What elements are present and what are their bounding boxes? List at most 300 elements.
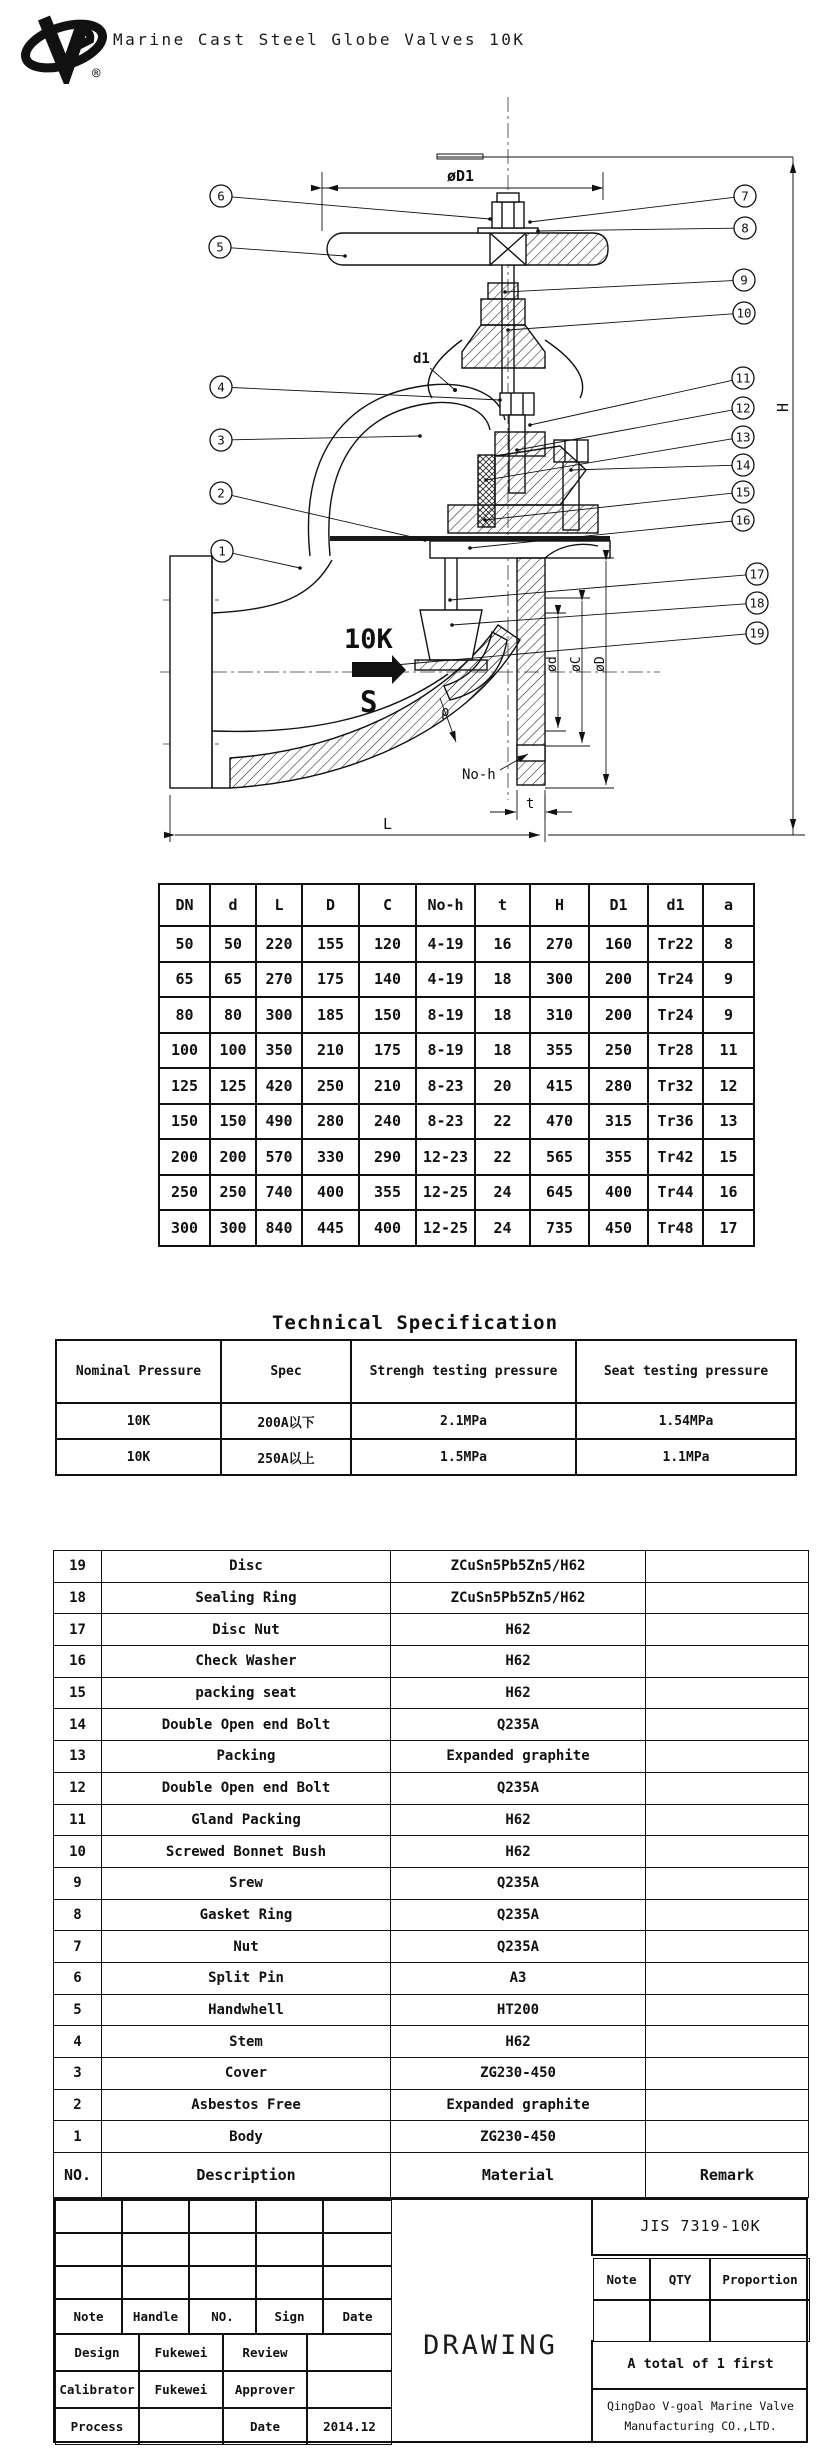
dim-header-cell: d1	[648, 884, 703, 926]
parts-cell: H62	[391, 1836, 646, 1868]
parts-cell: Screwed Bonnet Bush	[102, 1836, 391, 1868]
spec-cell: 10K	[56, 1439, 221, 1475]
revision-empty-cell	[55, 2233, 122, 2266]
jis-standard-label: JIS 7319-10K	[591, 2198, 808, 2256]
dim-cell: 8	[703, 926, 754, 962]
signature-cell	[307, 2334, 392, 2371]
dim-cell: 450	[589, 1210, 648, 1246]
dim-cell: 24	[475, 1210, 530, 1246]
tech-spec-title: Technical Specification	[271, 1312, 559, 1334]
dim-cell: 300	[210, 1210, 256, 1246]
qty-empty-cell	[593, 2300, 650, 2342]
revision-empty-cell	[323, 2200, 392, 2233]
brand-logo	[16, 6, 112, 84]
parts-cell: 8	[54, 1899, 102, 1931]
dim-label-t: t	[526, 796, 535, 812]
dim-header-cell: t	[475, 884, 530, 926]
dim-cell: 150	[359, 997, 416, 1033]
parts-cell	[646, 1836, 809, 1868]
dim-cell: 18	[475, 997, 530, 1033]
parts-list-table	[53, 1550, 809, 2198]
dim-cell: Tr32	[648, 1068, 703, 1104]
dim-cell: 280	[589, 1068, 648, 1104]
parts-cell: H62	[391, 1804, 646, 1836]
spec-cell: 200A以下	[221, 1403, 351, 1439]
spec-cell: 10K	[56, 1403, 221, 1439]
valve-section-drawing	[90, 90, 830, 860]
parts-cell: Asbestos Free	[102, 2089, 391, 2121]
dim-cell: 740	[256, 1175, 302, 1211]
company-line2: Manufacturing CO.,LTD.	[624, 2418, 777, 2433]
signature-cell: 2014.12	[307, 2408, 392, 2445]
parts-header-cell: Description	[102, 2153, 391, 2198]
parts-cell	[646, 1867, 809, 1899]
dim-label-: ρ	[441, 704, 450, 720]
dim-header-cell: No-h	[416, 884, 475, 926]
parts-cell: Sealing Ring	[102, 1582, 391, 1614]
revision-empty-cell	[122, 2266, 189, 2299]
svg-text:7: 7	[741, 188, 749, 204]
parts-cell	[646, 2089, 809, 2121]
dim-cell: 250	[159, 1175, 210, 1211]
revision-empty-cell	[122, 2200, 189, 2233]
parts-cell: Expanded graphite	[391, 1741, 646, 1773]
dim-label-10K: 10K	[344, 624, 393, 655]
parts-cell: Gasket Ring	[102, 1899, 391, 1931]
flow-arrow-mark	[352, 655, 406, 684]
revision-empty-cell	[189, 2233, 256, 2266]
qty-empty-cell	[710, 2300, 810, 2342]
parts-cell: Split Pin	[102, 1962, 391, 1994]
callout-balloon-5	[209, 236, 347, 258]
dim-cell: 100	[159, 1033, 210, 1069]
parts-cell: Stem	[102, 2026, 391, 2058]
parts-cell: 10	[54, 1836, 102, 1868]
parts-cell: Q235A	[391, 1709, 646, 1741]
parts-cell	[646, 1677, 809, 1709]
parts-cell: Disc Nut	[102, 1614, 391, 1646]
qty-header-cell: Proportion	[710, 2258, 810, 2300]
dim-header-cell: D1	[589, 884, 648, 926]
signature-cell	[139, 2408, 223, 2445]
dim-cell: 565	[530, 1139, 589, 1175]
revision-empty-cell	[189, 2266, 256, 2299]
parts-cell: Cover	[102, 2058, 391, 2090]
callout-balloon-12	[515, 397, 754, 452]
dim-cell: 9	[703, 997, 754, 1033]
dim-label-d1: d1	[413, 351, 430, 367]
dim-cell: 50	[210, 926, 256, 962]
svg-text:2: 2	[217, 485, 225, 501]
dim-cell: Tr24	[648, 962, 703, 998]
parts-cell	[646, 1741, 809, 1773]
parts-cell: H62	[391, 2026, 646, 2058]
dim-cell: 8-19	[416, 997, 475, 1033]
dim-cell: Tr44	[648, 1175, 703, 1211]
dim-cell: 8-23	[416, 1104, 475, 1140]
parts-cell: Q235A	[391, 1867, 646, 1899]
callout-balloon-14	[569, 454, 754, 476]
dim-header-cell: H	[530, 884, 589, 926]
dim-cell: 24	[475, 1175, 530, 1211]
dim-cell: 445	[302, 1210, 359, 1246]
svg-text:13: 13	[735, 429, 751, 445]
parts-cell	[646, 1804, 809, 1836]
parts-cell: ZCuSn5Pb5Zn5/H62	[391, 1551, 646, 1583]
callout-balloon-7	[528, 185, 756, 224]
drawing-label: DRAWING	[423, 2330, 558, 2361]
dim-cell: 12-25	[416, 1210, 475, 1246]
revision-empty-cell	[55, 2266, 122, 2299]
qty-header-cell: QTY	[650, 2258, 710, 2300]
signature-cell: Process	[55, 2408, 139, 2445]
dim-cell: 155	[302, 926, 359, 962]
dim-cell: 250	[302, 1068, 359, 1104]
dim-cell: 65	[159, 962, 210, 998]
parts-cell	[646, 1962, 809, 1994]
signature-cell: Approver	[223, 2371, 307, 2408]
dim-cell: 20	[475, 1068, 530, 1104]
revision-empty-cell	[55, 2200, 122, 2233]
dim-cell: 840	[256, 1210, 302, 1246]
dim-cell: 140	[359, 962, 416, 998]
parts-cell: 16	[54, 1646, 102, 1678]
dim-label-D: øD	[593, 656, 608, 672]
qty-empty-cell	[650, 2300, 710, 2342]
spec-cell: 250A以上	[221, 1439, 351, 1475]
callout-balloon-17	[448, 563, 768, 602]
svg-text:18: 18	[749, 595, 765, 611]
signature-cell: Calibrator	[55, 2371, 139, 2408]
parts-cell: Q235A	[391, 1931, 646, 1963]
dim-header-cell: D	[302, 884, 359, 926]
dim-cell: 12-25	[416, 1175, 475, 1211]
parts-cell: ZCuSn5Pb5Zn5/H62	[391, 1582, 646, 1614]
dim-cell: 185	[302, 997, 359, 1033]
callout-balloon-9	[503, 269, 755, 294]
parts-cell: 3	[54, 2058, 102, 2090]
dim-header-cell: DN	[159, 884, 210, 926]
svg-text:17: 17	[749, 566, 765, 582]
dim-cell: 12-23	[416, 1139, 475, 1175]
dim-cell: 490	[256, 1104, 302, 1140]
dim-cell: 420	[256, 1068, 302, 1104]
page-title: Marine Cast Steel Globe Valves 10K	[113, 30, 526, 49]
revision-header-cell: Date	[323, 2299, 392, 2334]
parts-cell: 19	[54, 1551, 102, 1583]
dim-header-cell: d	[210, 884, 256, 926]
svg-text:3: 3	[217, 432, 225, 448]
parts-cell: H62	[391, 1677, 646, 1709]
parts-cell: ZG230-450	[391, 2058, 646, 2090]
parts-cell: Body	[102, 2121, 391, 2153]
signature-cell: Date	[223, 2408, 307, 2445]
dim-cell: Tr24	[648, 997, 703, 1033]
dim-cell: 200	[159, 1139, 210, 1175]
callout-balloon-6	[210, 185, 492, 221]
parts-cell	[646, 1614, 809, 1646]
parts-cell: HT200	[391, 1994, 646, 2026]
revision-header-cell: Note	[55, 2299, 122, 2334]
parts-cell: 14	[54, 1709, 102, 1741]
dim-cell: 150	[159, 1104, 210, 1140]
dim-cell: 50	[159, 926, 210, 962]
dim-cell: 8-19	[416, 1033, 475, 1069]
revision-empty-cell	[256, 2233, 323, 2266]
dim-cell: 12	[703, 1068, 754, 1104]
svg-text:19: 19	[749, 625, 765, 641]
dim-cell: 160	[589, 926, 648, 962]
parts-cell: Double Open end Bolt	[102, 1772, 391, 1804]
parts-cell: H62	[391, 1646, 646, 1678]
parts-cell: Srew	[102, 1867, 391, 1899]
parts-cell: Expanded graphite	[391, 2089, 646, 2121]
parts-cell: 15	[54, 1677, 102, 1709]
dim-cell: 9	[703, 962, 754, 998]
dim-cell: 200	[589, 997, 648, 1033]
dim-cell: 645	[530, 1175, 589, 1211]
dim-cell: 22	[475, 1139, 530, 1175]
dim-label-C: øC	[569, 656, 584, 672]
dim-cell: 735	[530, 1210, 589, 1246]
dim-cell: 300	[530, 962, 589, 998]
svg-text:16: 16	[735, 512, 751, 528]
dim-cell: 250	[210, 1175, 256, 1211]
parts-cell: Gland Packing	[102, 1804, 391, 1836]
svg-text:5: 5	[216, 239, 224, 255]
dim-cell: 210	[302, 1033, 359, 1069]
dim-cell: 250	[589, 1033, 648, 1069]
parts-cell	[646, 1772, 809, 1804]
parts-cell: H62	[391, 1614, 646, 1646]
dim-cell: 175	[359, 1033, 416, 1069]
parts-cell: Q235A	[391, 1772, 646, 1804]
signature-cell: Fukewei	[139, 2371, 223, 2408]
dim-cell: 8-23	[416, 1068, 475, 1104]
dim-cell: 570	[256, 1139, 302, 1175]
parts-cell: packing seat	[102, 1677, 391, 1709]
callout-balloon-1	[211, 540, 302, 570]
dim-header-cell: L	[256, 884, 302, 926]
signature-cell: Fukewei	[139, 2334, 223, 2371]
dim-label-S: S	[360, 685, 378, 719]
dim-label-Noh: No-h	[462, 767, 496, 783]
parts-cell: Q235A	[391, 1899, 646, 1931]
svg-text:15: 15	[735, 484, 751, 500]
dim-cell: 270	[256, 962, 302, 998]
spec-cell: 1.54MPa	[576, 1403, 796, 1439]
dim-cell: 330	[302, 1139, 359, 1175]
parts-cell: 6	[54, 1962, 102, 1994]
signature-cell: Review	[223, 2334, 307, 2371]
parts-cell: 11	[54, 1804, 102, 1836]
registered-mark: ®	[92, 66, 101, 82]
dim-cell: 13	[703, 1104, 754, 1140]
qty-header-cell: Note	[593, 2258, 650, 2300]
parts-cell: ZG230-450	[391, 2121, 646, 2153]
dim-cell: 18	[475, 962, 530, 998]
parts-cell	[646, 1551, 809, 1583]
parts-cell	[646, 2026, 809, 2058]
dim-cell: 310	[530, 997, 589, 1033]
svg-text:9: 9	[740, 272, 748, 288]
dim-cell: 355	[359, 1175, 416, 1211]
callout-balloon-4	[210, 376, 502, 402]
dim-cell: 355	[530, 1033, 589, 1069]
valve-geometry	[170, 154, 610, 788]
dim-cell: 300	[159, 1210, 210, 1246]
dim-header-cell: C	[359, 884, 416, 926]
dim-cell: 220	[256, 926, 302, 962]
parts-cell: Handwhell	[102, 1994, 391, 2026]
dim-label-L: L	[383, 815, 393, 833]
parts-cell	[646, 1646, 809, 1678]
dim-cell: Tr28	[648, 1033, 703, 1069]
dim-label-D1: øD1	[447, 167, 475, 185]
parts-cell: 9	[54, 1867, 102, 1899]
dim-cell: 22	[475, 1104, 530, 1140]
dim-cell: 175	[302, 962, 359, 998]
spec-header-cell: Nominal Pressure	[56, 1340, 221, 1403]
dim-cell: 125	[210, 1068, 256, 1104]
parts-cell	[646, 2121, 809, 2153]
revision-header-cell: Handle	[122, 2299, 189, 2334]
spec-cell: 2.1MPa	[351, 1403, 576, 1439]
svg-text:10: 10	[736, 305, 752, 321]
parts-cell: Nut	[102, 1931, 391, 1963]
parts-cell: 13	[54, 1741, 102, 1773]
parts-cell: 12	[54, 1772, 102, 1804]
spec-cell: 1.1MPa	[576, 1439, 796, 1475]
parts-cell: Disc	[102, 1551, 391, 1583]
spec-header-cell: Strengh testing pressure	[351, 1340, 576, 1403]
dim-label-d: ød	[545, 656, 560, 672]
callout-balloon-18	[450, 592, 768, 627]
dim-cell: Tr36	[648, 1104, 703, 1140]
parts-cell: 2	[54, 2089, 102, 2121]
dim-cell: 65	[210, 962, 256, 998]
dim-cell: 415	[530, 1068, 589, 1104]
callout-balloon-2	[210, 482, 427, 542]
dim-cell: 200	[589, 962, 648, 998]
svg-text:14: 14	[735, 457, 751, 473]
parts-cell	[646, 2058, 809, 2090]
dim-cell: 210	[359, 1068, 416, 1104]
revision-header-cell: Sign	[256, 2299, 323, 2334]
parts-cell: A3	[391, 1962, 646, 1994]
revision-empty-cell	[189, 2200, 256, 2233]
revision-header-cell: NO.	[189, 2299, 256, 2334]
dim-cell: 100	[210, 1033, 256, 1069]
dim-cell: 355	[589, 1139, 648, 1175]
dim-label-H: H	[774, 402, 792, 412]
parts-header-cell: Remark	[646, 2153, 809, 2198]
revision-empty-cell	[256, 2200, 323, 2233]
dim-cell: 120	[359, 926, 416, 962]
dim-cell: Tr42	[648, 1139, 703, 1175]
svg-text:4: 4	[217, 379, 225, 395]
dim-cell: 200	[210, 1139, 256, 1175]
spec-cell: 1.5MPa	[351, 1439, 576, 1475]
dim-cell: 80	[159, 997, 210, 1033]
dim-cell: 280	[302, 1104, 359, 1140]
dim-cell: 270	[530, 926, 589, 962]
dim-cell: 240	[359, 1104, 416, 1140]
parts-cell: 18	[54, 1582, 102, 1614]
parts-cell	[646, 1931, 809, 1963]
signature-cell: Design	[55, 2334, 139, 2371]
dim-cell: 18	[475, 1033, 530, 1069]
parts-cell: 1	[54, 2121, 102, 2153]
total-label: A total of 1 first	[591, 2340, 808, 2390]
dim-cell: Tr48	[648, 1210, 703, 1246]
svg-text:8: 8	[741, 220, 749, 236]
parts-cell	[646, 1899, 809, 1931]
parts-header-cell: Material	[391, 2153, 646, 2198]
callout-balloon-10	[506, 302, 755, 332]
revision-empty-cell	[122, 2233, 189, 2266]
parts-cell: 17	[54, 1614, 102, 1646]
dim-cell: 290	[359, 1139, 416, 1175]
company-line1: QingDao V-goal Marine Valve	[607, 2398, 794, 2413]
parts-cell: 4	[54, 2026, 102, 2058]
company-name	[591, 2390, 808, 2443]
dim-cell: 400	[359, 1210, 416, 1246]
dim-cell: Tr22	[648, 926, 703, 962]
dim-cell: 150	[210, 1104, 256, 1140]
dim-cell: 11	[703, 1033, 754, 1069]
spec-header-cell: Spec	[221, 1340, 351, 1403]
parts-cell: Double Open end Bolt	[102, 1709, 391, 1741]
dim-cell: 80	[210, 997, 256, 1033]
signature-cell	[307, 2371, 392, 2408]
parts-header-cell: NO.	[54, 2153, 102, 2198]
dim-cell: 4-19	[416, 962, 475, 998]
dim-cell: 400	[302, 1175, 359, 1211]
revision-empty-cell	[323, 2233, 392, 2266]
callout-balloon-3	[210, 429, 422, 451]
dim-header-cell: a	[703, 884, 754, 926]
svg-text:12: 12	[735, 400, 751, 416]
revision-empty-cell	[256, 2266, 323, 2299]
callout-balloon-11	[528, 367, 754, 427]
dim-cell: 125	[159, 1068, 210, 1104]
dim-cell: 15	[703, 1139, 754, 1175]
svg-text:1: 1	[218, 543, 226, 559]
dim-cell: 300	[256, 997, 302, 1033]
dim-cell: 350	[256, 1033, 302, 1069]
dim-cell: 400	[589, 1175, 648, 1211]
svg-text:6: 6	[217, 188, 225, 204]
dim-cell: 470	[530, 1104, 589, 1140]
parts-cell	[646, 1582, 809, 1614]
parts-cell	[646, 1994, 809, 2026]
tech-spec-table	[55, 1339, 797, 1476]
svg-text:11: 11	[735, 370, 751, 386]
dim-cell: 315	[589, 1104, 648, 1140]
parts-cell: Check Washer	[102, 1646, 391, 1678]
dim-cell: 16	[475, 926, 530, 962]
dim-cell: 4-19	[416, 926, 475, 962]
parts-cell: 5	[54, 1994, 102, 2026]
parts-cell: Packing	[102, 1741, 391, 1773]
dim-cell: 17	[703, 1210, 754, 1246]
spec-header-cell: Seat testing pressure	[576, 1340, 796, 1403]
revision-empty-cell	[323, 2266, 392, 2299]
dim-cell: 16	[703, 1175, 754, 1211]
dimension-table	[158, 883, 755, 1247]
parts-cell	[646, 1709, 809, 1741]
